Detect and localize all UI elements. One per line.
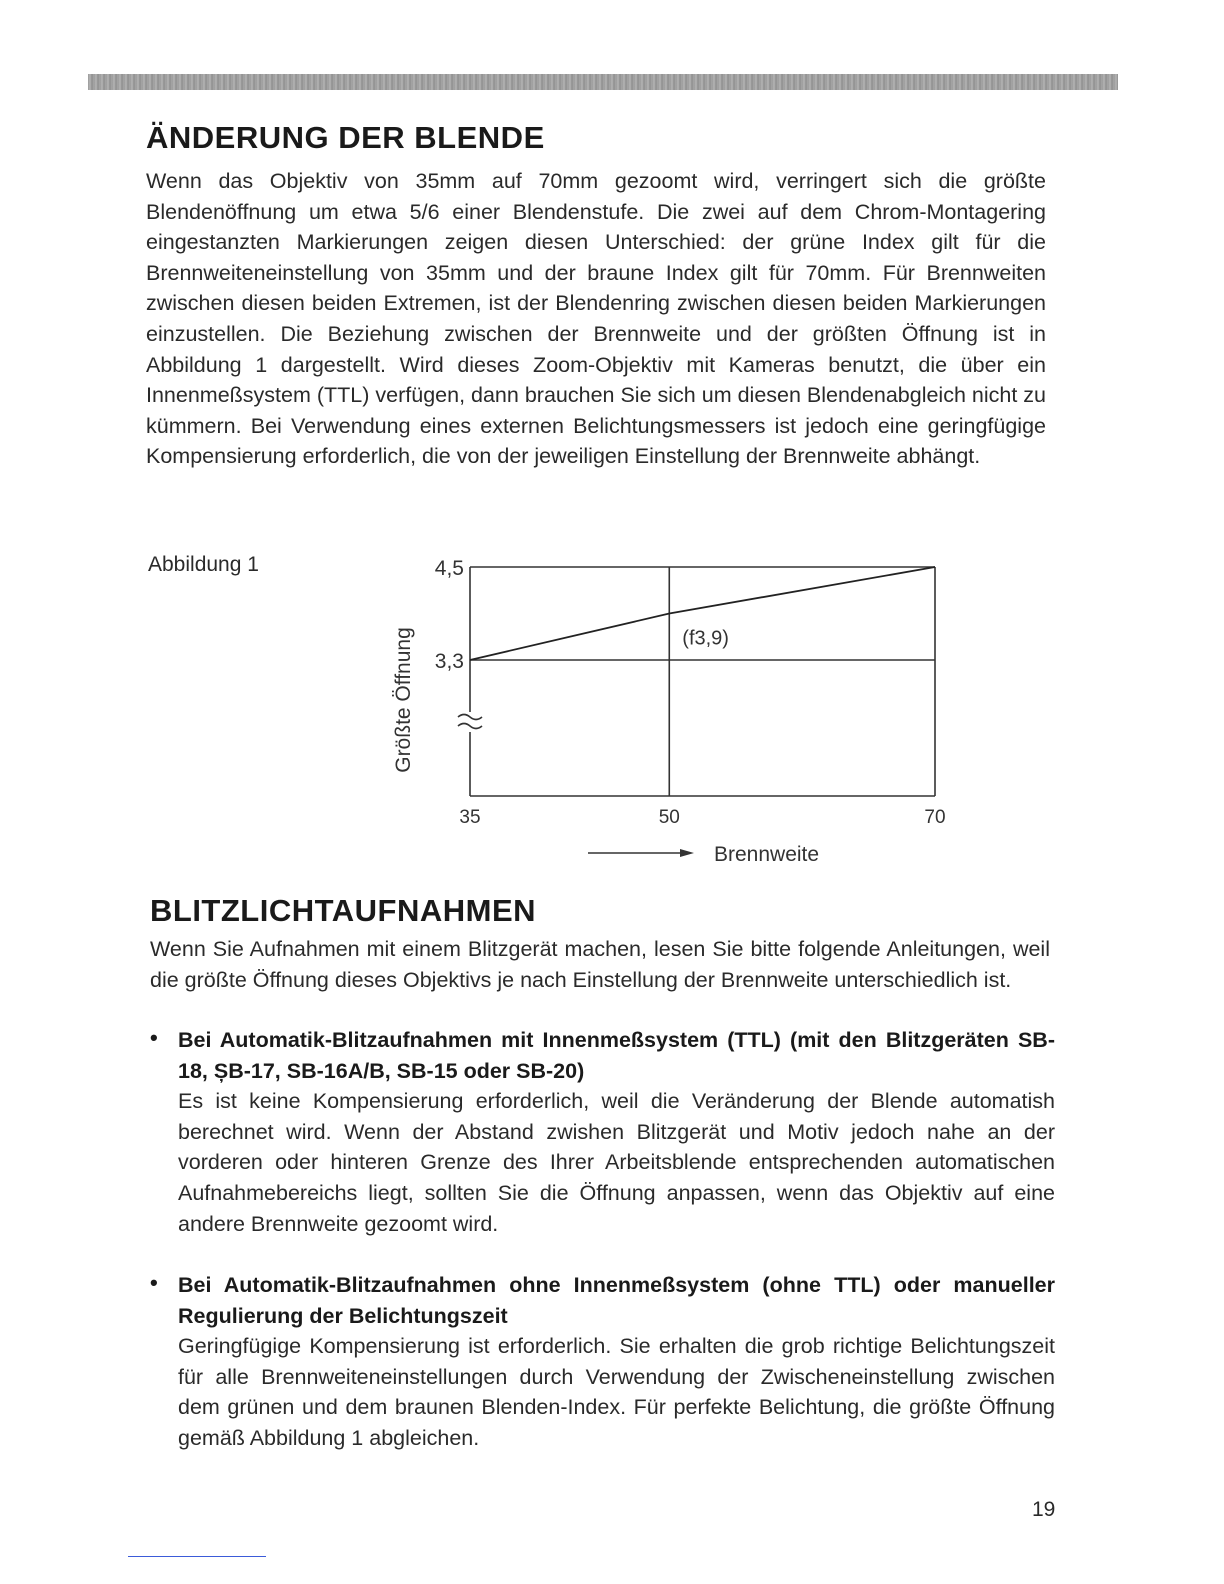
y-axis-label: Größte Öffnung bbox=[392, 627, 415, 773]
bullet-marker: • bbox=[150, 1025, 158, 1050]
bullet-heading: Bei Automatik-Blitzaufnahmen mit Innenmeßsystem (TTL) (mit den Blitzgeräten SB-18, ȘB-17, SB-16A/B, SB-15 oder SB-20) bbox=[178, 1028, 1055, 1083]
chart-frame bbox=[458, 567, 935, 796]
section-heading-aperture: ÄNDERUNG DER BLENDE bbox=[146, 120, 545, 155]
chart-grid bbox=[470, 567, 935, 796]
figure-caption: Abbildung 1 bbox=[148, 553, 259, 576]
section-paragraph-flash: Wenn Sie Aufnahmen mit einem Blitzgerät machen, lesen Sie bitte folgende Anleitungen, weil die größte Öffnung dieses Objektivs je nach Einstellung der Brennweite unterschiedlich ist. bbox=[150, 937, 1050, 992]
x-tick-label: 70 bbox=[924, 807, 946, 828]
x-tick-label: 50 bbox=[658, 807, 680, 828]
point-annotation: (f3,9) bbox=[682, 627, 729, 650]
bullet-heading: Bei Automatik-Blitzaufnahmen ohne Innenmeßsystem (ohne TTL) oder manueller Regulierung der Belichtungszeit bbox=[178, 1273, 1055, 1328]
x-tick-label: 35 bbox=[459, 807, 481, 828]
section-heading-flash: BLITZLICHTAUFNAHMEN bbox=[150, 893, 537, 928]
axis-break-mark bbox=[458, 715, 482, 720]
header-bar bbox=[88, 74, 1118, 90]
bullet-text: Geringfügige Kompensierung ist erforderlich. Sie erhalten die grob richtige Belichtungszeit für alle Brennweiteneinstellungen durch Verwendung der Zwischeneinstellung zwischen dem grünen und dem braunen Blenden-Index. Für perfekte Belichtung, die größte Öffnung gemäß Abbildung 1 abgleichen. bbox=[178, 1334, 1055, 1450]
bullet-item bbox=[150, 1270, 1055, 1454]
footer-rule bbox=[128, 1556, 266, 1557]
y-tick-label: 4,5 bbox=[434, 557, 464, 580]
bullet-text: Es ist keine Kompensierung erforderlich, weil die Veränderung der Blende automatish berechnet wird. Wenn der Abstand zwishen Blitzgerät und Motiv jedoch nahe an der vorderen oder hinteren Grenze des Ihrer Arbeitsblende entsprechenden automatischen Aufnahmebereichs liegt, sollten Sie die Öffnung anpassen, wenn das Objektiv auf eine andere Brennweite gezoomt wird. bbox=[178, 1089, 1055, 1236]
axis-break-mark bbox=[458, 724, 482, 729]
aperture-chart bbox=[380, 550, 960, 875]
bullet-marker: • bbox=[150, 1270, 158, 1295]
x-axis-label: Brennweite bbox=[714, 843, 820, 866]
section-paragraph-aperture: Wenn das Objektiv von 35mm auf 70mm gezoomt wird, verringert sich die größte Blendenöffnung um etwa 5/6 einer Blendenstufe. Die zwei auf dem Chrom-Montagering eingestanzten Markierungen zeigen diesen Unterschied: der grüne Index gilt für die Brennweiteneinstellung von 35mm und der braune Index gilt für 70mm. Für Brennweiten zwischen diesen beiden Extremen, ist der Blendenring zwischen diesen beiden Markierungen einzustellen. Die Beziehung zwischen der Brennweite und der größten Öffnung ist in Abbildung 1 dargestellt. Wird dieses Zoom-Objektiv mit Kameras benutzt, die über ein Innenmeßsystem (TTL) verfügen, dann brauchen Sie sich um diesen Blendenabgleich nicht zu kümmern. Bei Verwendung eines externen Belichtungsmessers ist jedoch eine geringfügige Kompensierung erforderlich, die von der jeweiligen Einstellung der Brennweite abhängt. bbox=[146, 169, 1046, 469]
y-tick-label: 3,3 bbox=[434, 650, 464, 673]
page-number: 19 bbox=[1032, 1498, 1056, 1521]
bullet-item bbox=[150, 1025, 1055, 1239]
x-axis-arrow-head bbox=[680, 849, 694, 857]
